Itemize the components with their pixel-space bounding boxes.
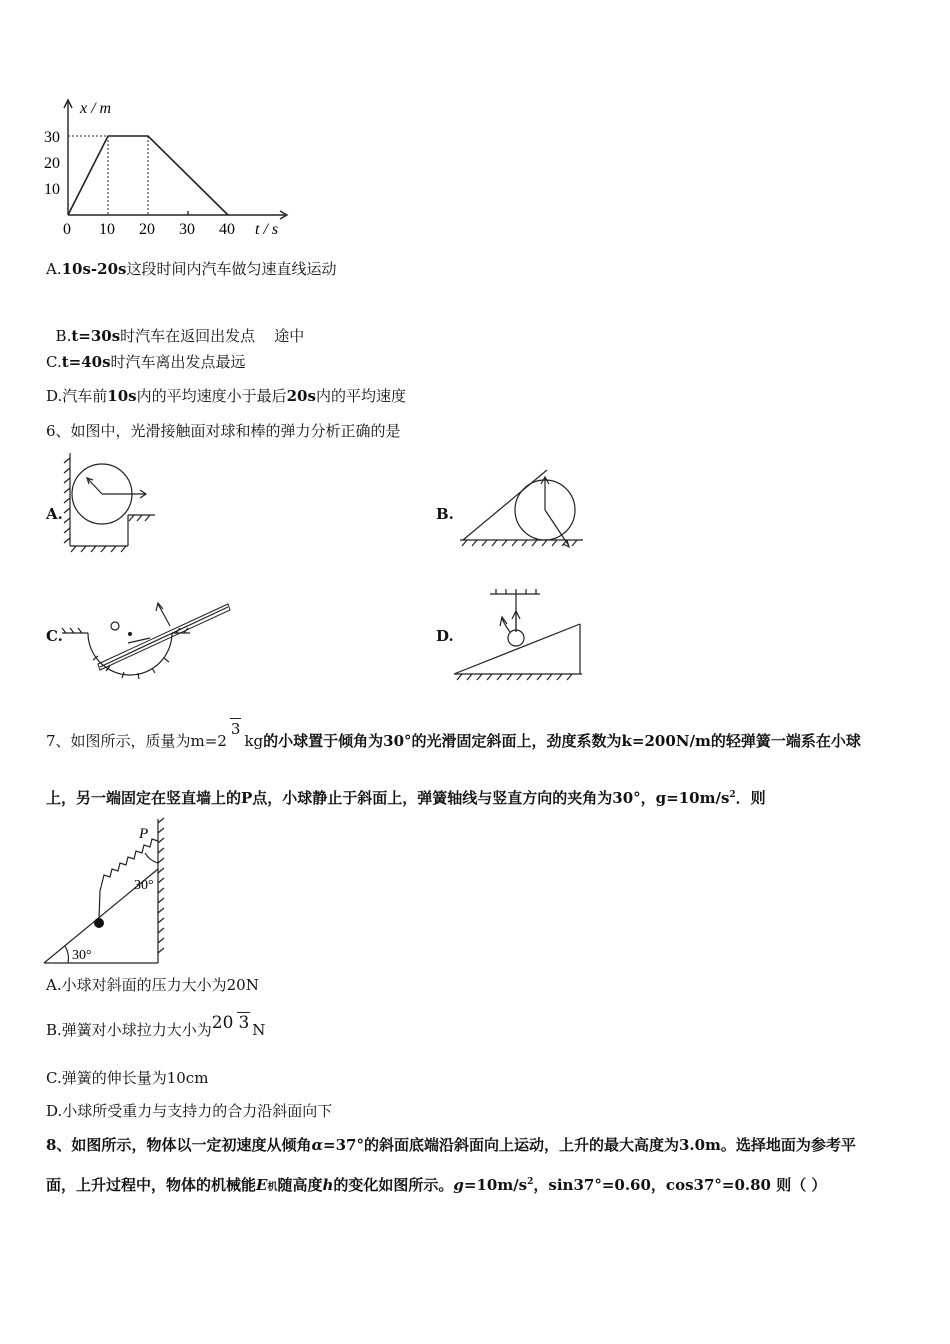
point-p-label: P [139, 826, 149, 842]
spring-angle-label: 30° [134, 878, 154, 893]
q7-option-c: C.弹簧的伸长量为10cm [46, 1069, 209, 1087]
q6-label-d: D. [436, 627, 454, 645]
y-tick-label: 20 [44, 155, 60, 172]
x-axis-label: t / s [255, 221, 279, 238]
y-tick-label: 30 [44, 129, 60, 146]
y-axis-label: x / m [80, 100, 112, 117]
q5-option-c: C.t=40s时汽车离出发点最远 [46, 353, 246, 371]
x-tick-label: 30 [179, 221, 195, 238]
q8-stem-line2: 面，上升过程中，物体的机械能E机随高度h的变化如图所示。$g=10m/s^2$，sin37°=0.60，cos37°=0.80 则（ ） [46, 1176, 827, 1194]
q8-stem-line1: 8、如图所示，物体以一定初速度从倾角α=37°的斜面底端沿斜面向上运动，上升的最大高度为3.0m。选择地面为参考平 [46, 1136, 856, 1154]
q7-option-b: B.弹簧对小球拉力大小为20 3 N [46, 1013, 266, 1039]
q6-stem: 6、如图中，光滑接触面对球和棒的弹力分析正确的是 [46, 422, 401, 440]
q5-option-b: B.t=30s时汽车在返回出发点 途中 [55, 327, 305, 345]
q7-stem-line2: 上，另一端固定在竖直墙上的P点，小球静止于斜面上，弹簧轴线与竖直方向的夹角为30°，$g=10m/s^2$．则 [46, 789, 766, 807]
x-tick-label: 10 [99, 221, 115, 238]
q6-label-a: A. [46, 505, 63, 523]
q6-label-c: C. [46, 627, 63, 645]
incline-angle-label: 30° [72, 948, 92, 963]
q6-label-b: B. [436, 505, 454, 523]
q7-option-a: A.小球对斜面的压力大小为20N [46, 976, 259, 994]
x-tick-label: 40 [219, 221, 235, 238]
y-tick-label: 10 [44, 181, 60, 198]
ball [94, 918, 104, 928]
x-tick-label: 20 [139, 221, 155, 238]
sqrt-symbol: 3 [230, 720, 241, 738]
position-time-graph [40, 95, 300, 245]
q6-figure-a [60, 448, 170, 553]
q6-figure-b [455, 460, 590, 555]
x-tick-label: 0 [63, 221, 71, 238]
q7-stem-line1: 7、如图所示，质量为m=23kg的小球置于倾角为30°的光滑固定斜面上，劲度系数为k=200N/m的轻弹簧一端系在小球 [46, 720, 861, 750]
q5-option-d: D.汽车前10s内的平均速度小于最后20s内的平均速度 [46, 387, 406, 405]
q7-figure-incline-spring [42, 815, 172, 965]
q6-figure-d [452, 588, 587, 683]
q5-option-a: A.10s-20s这段时间内汽车做匀速直线运动 [46, 260, 337, 278]
q7-option-d: D.小球所受重力与支持力的合力沿斜面向下 [46, 1102, 333, 1120]
q6-figure-c [60, 598, 240, 688]
sqrt-symbol: 3 [238, 1013, 250, 1033]
